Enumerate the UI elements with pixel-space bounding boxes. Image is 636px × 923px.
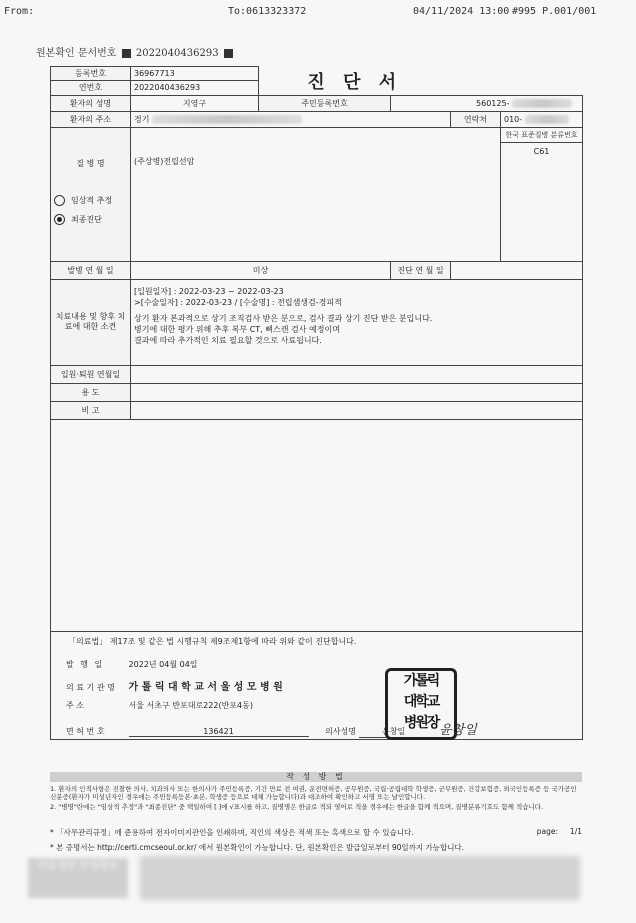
disease-label-cell (51, 127, 131, 261)
treatment-cell (131, 279, 583, 365)
onset-value: 미상 (131, 261, 391, 279)
official-seal: 가톨릭 대학교 병원장 (385, 668, 457, 740)
onset-label: 발병 연 월 일 (51, 261, 131, 279)
address-value: 경기 (134, 114, 150, 124)
code-cell (501, 127, 583, 261)
doc-number: 2022040436293 (135, 48, 219, 59)
treatment-line: >[수술일자] : 2022-03-23 / [수술명] : 전립샘생검-경피적 (134, 297, 342, 307)
page-info (537, 827, 582, 836)
contact-value: 010- (504, 114, 523, 124)
footer-note: * 「사무관리규정」에 준용하여 전자이미지관인을 인쇄하며, 직인의 색상은 적색 또는 흑색으로 할 수 있습니다. (50, 828, 414, 837)
issue-line (66, 659, 579, 670)
redacted-block (525, 115, 569, 124)
rrn-value: 560125- (476, 98, 510, 108)
inst-address: 서울 서초구 반포대로222(반포4동) (128, 700, 253, 710)
diagnosis-form (50, 66, 583, 740)
square-icon (224, 49, 233, 58)
note-label: 비 고 (51, 401, 131, 419)
fax-header (0, 0, 636, 22)
institution-name: 가 톨 릭 대 학 교 서 울 성 모 병 원 (128, 681, 283, 693)
instructions-block (50, 772, 582, 811)
option-clinical (54, 195, 127, 206)
treatment-line: [입원일자] : 2022-03-23 ~ 2022-03-23 (134, 286, 284, 296)
doctor-signature: 윤창일 (439, 722, 477, 738)
address-cell (131, 111, 451, 127)
redacted-block (512, 99, 572, 108)
fax-datetime: 04/11/2024 13:00 (413, 6, 510, 17)
doctor-label: 의사성명 (325, 726, 357, 736)
footer-line-1 (50, 827, 582, 838)
code-label: 한국 표준질병 분류번호 (501, 128, 582, 143)
serial-value: 2022040436293 (131, 81, 259, 95)
address-line (66, 700, 579, 711)
form-title: 진 단 서 (307, 71, 403, 93)
option-clinical-label: 임상적 추정 (71, 195, 113, 205)
name-label: 환자의 성명 (51, 95, 131, 111)
page-value: 1/1 (569, 827, 582, 836)
square-icon (122, 49, 131, 58)
doctor-name: 윤창일 (359, 726, 429, 738)
treatment-label: 치료내용 및 향후 치료에 대한 소견 (51, 279, 131, 365)
disease-label: 질 병 명 (76, 158, 105, 168)
institution-line (66, 678, 579, 693)
license-line (66, 719, 579, 738)
treatment-line: 결과에 따라 추가적인 치료 필요할 것으로 사료됩니다. (134, 335, 322, 345)
instruction-item: 1. 환자의 인적사항은 진찰한 의사, 치과의사 또는 한의사가 주민등록증, 기간 만료 전 여권, 운전면허증, 공무원증, 국립·공립대학 학생증, 군무원증, 건강보험증, 외국인등록증 등 국가공인 신분증(환자가 미성년자인 경우에는 주민등록등본·초본, 학생증 등으로 대체 가능합니다)과 대조하여 확인하고 서명 또는 날인합니다. (50, 785, 577, 801)
law-statement: 「의료법」 제17조 및 같은 법 시행규칙 제9조제1항에 따라 위와 같이 진단합니다. (68, 636, 357, 646)
serial-label: 연번호 (51, 81, 131, 95)
address-label: 환자의 주소 (51, 111, 131, 127)
code-value: C61 (533, 146, 550, 156)
treatment-line: 병기에 대한 평가 위해 추후 복부 CT, 뼈스캔 검사 예정이며 (134, 324, 340, 334)
treatment-line: 상기 환자 본과적으로 상기 조직검사 받은 분으로, 검사 결과 상기 진단 받은 분입니다. (134, 313, 433, 323)
option-final-label: 최종진단 (71, 214, 102, 224)
instructions-title: 작 성 방 법 (50, 772, 582, 782)
redacted-barcode (140, 856, 580, 900)
instruction-item: 2. "병명"란에는 "임상적 추정"과 "최종진단" 중 택일하여 [ ]에 √표시를 하고, 질병명은 한글로 적되 영어로 적을 경우에는 한글을 함께 적으며, 질병분류기호도 함께 적습니다. (50, 803, 544, 811)
statement-block (51, 631, 583, 739)
reg-value: 36967713 (131, 67, 259, 81)
redacted-block (152, 115, 302, 124)
page-label: page: (536, 827, 558, 836)
reg-label: 등록번호 (51, 67, 131, 81)
fax-from: From: (4, 6, 35, 17)
contact-cell (501, 111, 583, 127)
fax-page: #995 P.001/001 (512, 6, 597, 17)
use-label: 용 도 (51, 383, 131, 401)
inst-address-label: 주 소 (66, 700, 84, 710)
institution-label: 의 료 기 관 명 (66, 682, 115, 692)
rrn-label: 주민등록번호 (259, 95, 391, 111)
watermark-text: 의료정보 안정확보 (37, 861, 119, 872)
blank-area (51, 419, 583, 631)
issue-date: 2022년 04월 04일 (128, 659, 198, 669)
fax-to: To:0613323372 (228, 6, 307, 17)
doc-number-line (36, 44, 235, 59)
radio-selected-icon (54, 214, 65, 225)
issue-label: 발 행 일 (66, 659, 105, 669)
diagnosis-value: (주상병)전립선암 (131, 127, 501, 261)
rrn-cell (391, 95, 583, 111)
patient-name: 지영구 (131, 95, 259, 111)
diag-date-label: 진단 연 월 일 (391, 261, 451, 279)
radio-empty-icon (54, 195, 65, 206)
license-label: 면 허 번 호 (66, 726, 105, 736)
footer-verify: * 본 증명서는 http://certi.cmcseoul.or.kr/ 에서 원본확인이 가능합니다. 단, 원본확인은 발급일로부터 90일까지 가능합니다. (50, 843, 465, 852)
doc-number-label: 원본확인 문서번호 (36, 48, 117, 59)
watermark-block (28, 858, 128, 898)
license-number: 136421 (129, 727, 309, 737)
contact-label: 연락처 (451, 111, 501, 127)
admit-label: 입원·퇴원 연월일 (51, 365, 131, 383)
option-final (54, 214, 127, 225)
